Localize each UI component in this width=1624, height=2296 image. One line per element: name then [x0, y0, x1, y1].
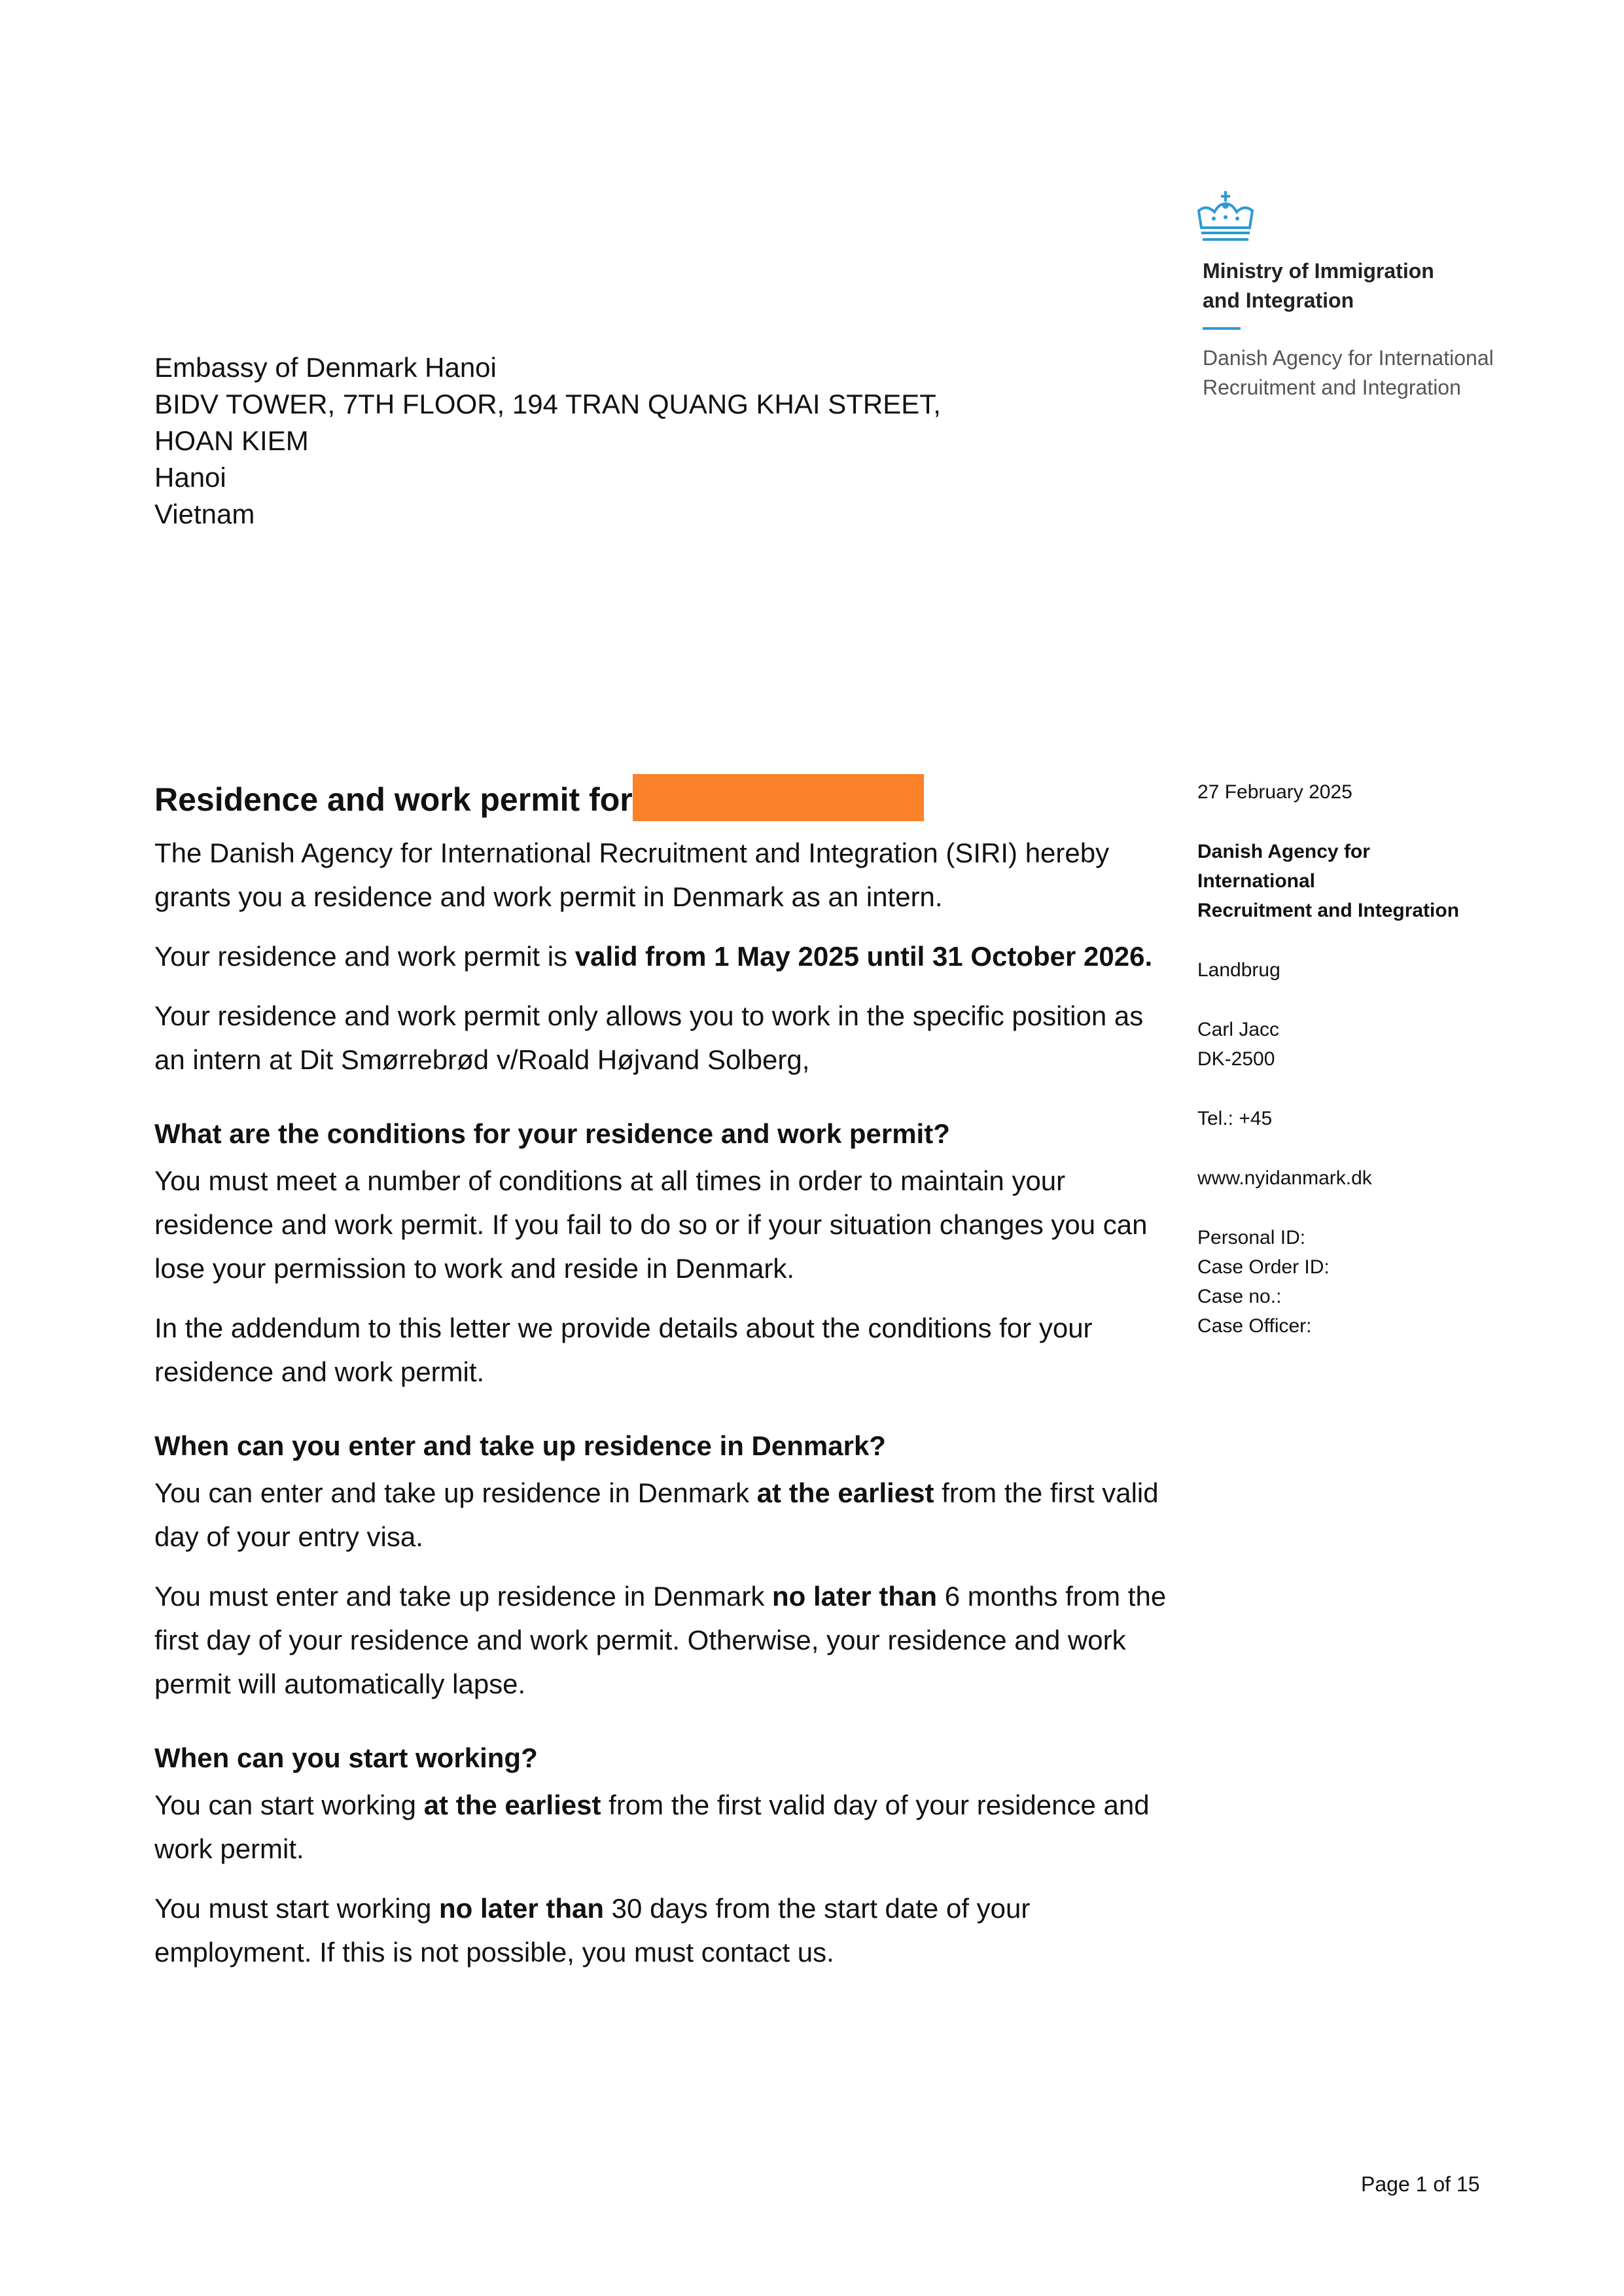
sender-agency-line-2: Recruitment and Integration	[1197, 900, 1460, 921]
address-line: Embassy of Denmark Hanoi	[154, 352, 497, 383]
address-line: Hanoi	[154, 462, 226, 493]
address-line: BIDV TOWER, 7TH FLOOR, 194 TRAN QUANG KHAI STREET,	[154, 389, 941, 419]
case-officer-label: Case Officer:	[1197, 1315, 1312, 1337]
paragraph: You must start working no later than 30 days from the start date of your employment. If this is not possible, you must contact us.	[154, 1893, 1031, 1968]
sender-phone: Tel.: +45	[1197, 1108, 1273, 1129]
personal-id-label: Personal ID:	[1197, 1227, 1306, 1248]
paragraph: You must meet a number of conditions at all times in order to maintain your residence and work permit. If you fail to do so or if your situation changes you can lose your permission to work and reside in Denmark.	[154, 1165, 1148, 1284]
paragraph: Your residence and work permit only allows you to work in the specific position as an intern at Dit Smørrebrød v/Roald Højvand Solberg,	[154, 1000, 1144, 1075]
validity-period: valid from 1 May 2025 until 31 October 2026.	[574, 941, 1153, 972]
ministry-line-1: Ministry of Immigration	[1203, 259, 1434, 283]
sender-address-line: DK-2500	[1197, 1048, 1275, 1070]
ministry-name	[1203, 256, 1434, 315]
section-heading: When can you enter and take up residence in Denmark?	[154, 1430, 886, 1461]
ministry-line-2: and Integration	[1203, 289, 1354, 312]
case-order-id-label: Case Order ID:	[1197, 1256, 1330, 1278]
agency-name	[1203, 344, 1494, 402]
section-heading: When can you start working?	[154, 1742, 538, 1773]
case-no-label: Case no.:	[1197, 1286, 1282, 1307]
agency-line-2: Recruitment and Integration	[1203, 376, 1461, 399]
logo-divider	[1203, 327, 1241, 330]
sender-agency-line-1: Danish Agency for International	[1197, 841, 1370, 892]
paragraph: In the addendum to this letter we provide details about the conditions for your residence and work permit.	[154, 1313, 1093, 1387]
section-heading: What are the conditions for your residence and work permit?	[154, 1118, 950, 1149]
recipient-address	[154, 349, 941, 533]
paragraph: You can start working at the earliest from the first valid day of your residence and work permit.	[154, 1790, 1150, 1864]
paragraph: You must enter and take up residence in Denmark no later than 6 months from the first day of your residence and work permit. Otherwise, your residence and work permit will automatically lapse.	[154, 1581, 1167, 1699]
paragraph: The Danish Agency for International Recruitment and Integration (SIRI) hereby grants you a residence and work permit in Denmark as an intern.	[154, 838, 1110, 912]
sender-address-line: Carl Jacc	[1197, 1019, 1280, 1040]
sender-street: Landbrug	[1197, 959, 1280, 981]
letter-title	[154, 772, 1175, 827]
validity-paragraph: Your residence and work permit is valid from 1 May 2025 until 31 October 2026.	[154, 941, 1153, 972]
page-number: Page 1 of 15	[1361, 2172, 1480, 2196]
letter-body	[154, 772, 1175, 1990]
address-line: HOAN KIEM	[154, 425, 309, 456]
sender-details	[1197, 777, 1485, 1341]
agency-line-1: Danish Agency for International	[1203, 346, 1494, 370]
letter-date: 27 February 2025	[1197, 781, 1352, 803]
redacted-name	[633, 774, 924, 821]
crown-logo-icon	[1196, 190, 1255, 243]
sender-website[interactable]: www.nyidanmark.dk	[1197, 1167, 1372, 1189]
paragraph: You can enter and take up residence in Denmark at the earliest from the first valid day of your entry visa.	[154, 1477, 1159, 1552]
title-text: Residence and work permit for	[154, 781, 633, 818]
address-line: Vietnam	[154, 499, 255, 529]
